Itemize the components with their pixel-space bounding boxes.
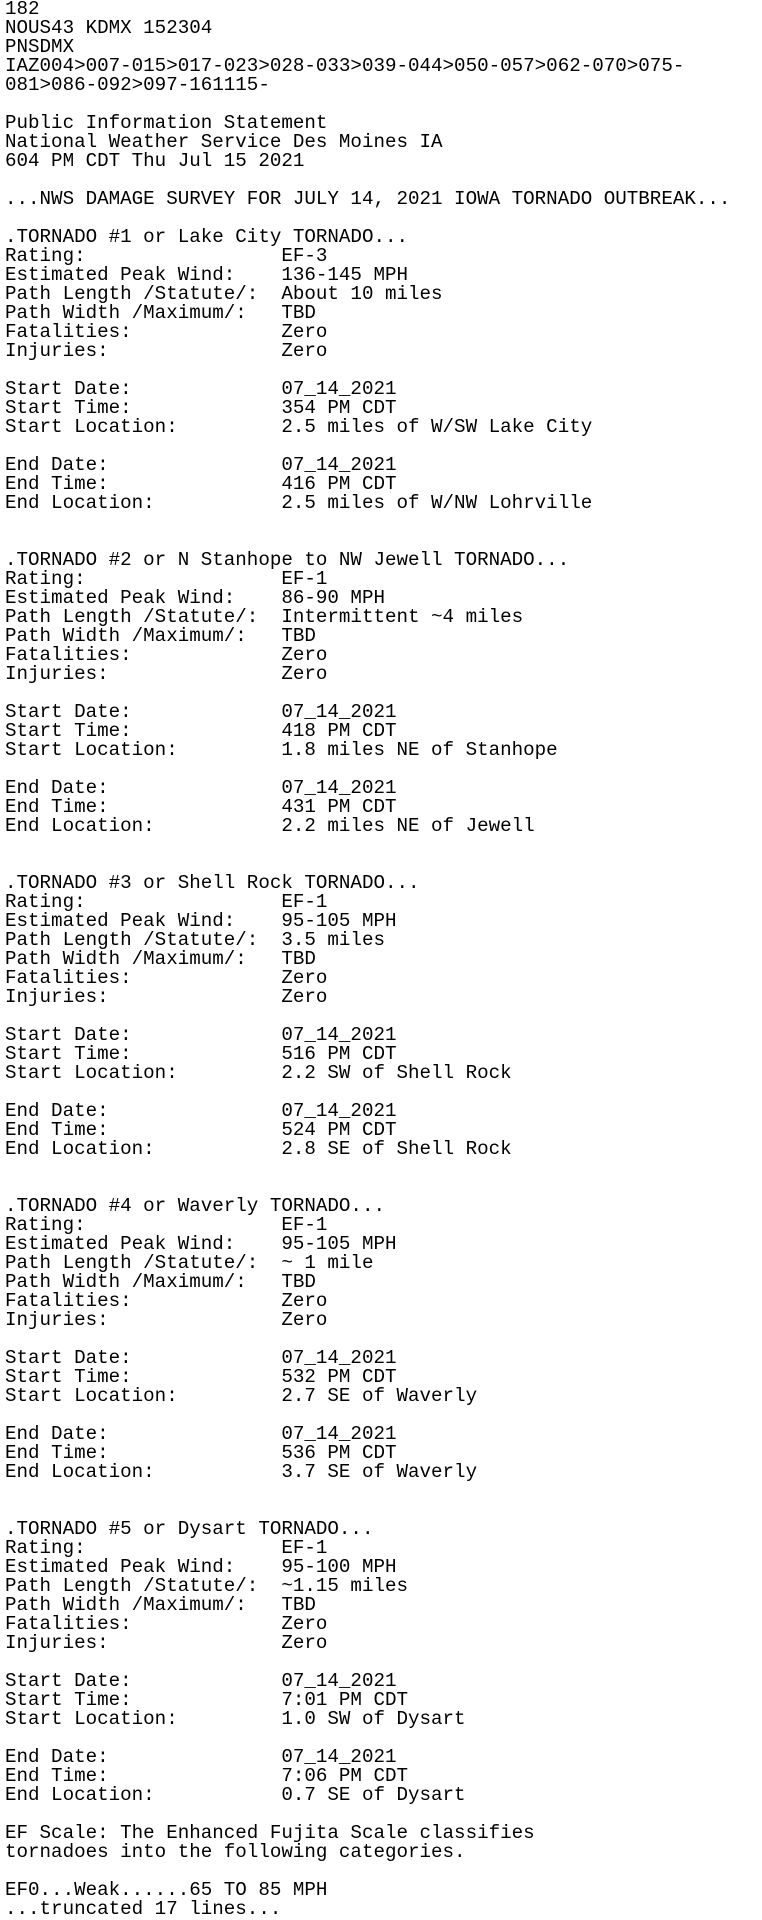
bulletin-line: Rating: EF-1: [5, 1537, 328, 1559]
bulletin-line: 182: [5, 0, 40, 20]
bulletin-line: NOUS43 KDMX 152304: [5, 17, 213, 39]
bulletin-line: .TORNADO #4 or Waverly TORNADO...: [5, 1195, 385, 1217]
bulletin-line: Path Length /Statute/: About 10 miles: [5, 283, 443, 305]
bulletin-line: End Location: 2.8 SE of Shell Rock: [5, 1138, 512, 1160]
bulletin-line: End Date: 07_14_2021: [5, 777, 397, 799]
bulletin-line: Start Location: 2.2 SW of Shell Rock: [5, 1062, 512, 1084]
bulletin-line: Start Date: 07_14_2021: [5, 1347, 397, 1369]
bulletin-line: tornadoes into the following categories.: [5, 1841, 466, 1863]
bulletin-line: Path Width /Maximum/: TBD: [5, 948, 316, 970]
bulletin-line: [5, 1159, 762, 1178]
bulletin-line: Start Date: 07_14_2021: [5, 1670, 397, 1692]
bulletin-line: Injuries: Zero: [5, 340, 328, 362]
bulletin-line: Rating: EF-3: [5, 245, 328, 267]
bulletin-line: Start Time: 354 PM CDT: [5, 397, 397, 419]
bulletin-line: Public Information Statement: [5, 112, 328, 134]
bulletin-line: End Time: 431 PM CDT: [5, 796, 397, 818]
bulletin-line: .TORNADO #5 or Dysart TORNADO...: [5, 1518, 374, 1540]
bulletin-line: Start Location: 2.7 SE of Waverly: [5, 1385, 478, 1407]
bulletin-line: Rating: EF-1: [5, 568, 328, 590]
bulletin-line: Estimated Peak Wind: 95-105 MPH: [5, 1233, 397, 1255]
bulletin-line: End Date: 07_14_2021: [5, 1100, 397, 1122]
bulletin-line: End Time: 7:06 PM CDT: [5, 1765, 409, 1787]
bulletin-line: .TORNADO #2 or N Stanhope to NW Jewell TORNADO...: [5, 549, 570, 571]
bulletin-line: Injuries: Zero: [5, 1309, 328, 1331]
bulletin-line: End Time: 536 PM CDT: [5, 1442, 397, 1464]
bulletin-line: Fatalities: Zero: [5, 967, 328, 989]
bulletin-line: End Time: 416 PM CDT: [5, 473, 397, 495]
bulletin-line: National Weather Service Des Moines IA: [5, 131, 443, 153]
bulletin-line: Fatalities: Zero: [5, 1290, 328, 1312]
bulletin-line: Injuries: Zero: [5, 1632, 328, 1654]
bulletin-line: Start Location: 1.8 miles NE of Stanhope: [5, 739, 558, 761]
bulletin-line: Start Time: 532 PM CDT: [5, 1366, 397, 1388]
bulletin-line: Estimated Peak Wind: 86-90 MPH: [5, 587, 385, 609]
bulletin-line: EF0...Weak......65 TO 85 MPH: [5, 1879, 328, 1901]
bulletin-line: Start Time: 516 PM CDT: [5, 1043, 397, 1065]
bulletin-line: Start Time: 7:01 PM CDT: [5, 1689, 409, 1711]
bulletin-line: Path Length /Statute/: Intermittent ~4 miles: [5, 606, 524, 628]
bulletin-line: End Date: 07_14_2021: [5, 454, 397, 476]
bulletin-line: .TORNADO #3 or Shell Rock TORNADO...: [5, 872, 420, 894]
bulletin-line: End Date: 07_14_2021: [5, 1423, 397, 1445]
bulletin-line: [5, 513, 762, 532]
bulletin-line: Estimated Peak Wind: 95-105 MPH: [5, 910, 397, 932]
bulletin-line: ...truncated 17 lines...: [5, 1898, 282, 1920]
bulletin-line: Injuries: Zero: [5, 663, 328, 685]
bulletin-line: Path Width /Maximum/: TBD: [5, 1594, 316, 1616]
bulletin-line: [5, 836, 762, 855]
bulletin-line: Start Date: 07_14_2021: [5, 701, 397, 723]
bulletin-line: Path Width /Maximum/: TBD: [5, 1271, 316, 1293]
bulletin-line: ...NWS DAMAGE SURVEY FOR JULY 14, 2021 IOWA TORNADO OUTBREAK...: [5, 188, 731, 210]
bulletin-line: IAZ004>007-015>017-023>028-033>039-044>050-057>062-070>075-: [5, 55, 685, 77]
bulletin-line: Start Date: 07_14_2021: [5, 378, 397, 400]
bulletin-line: Start Date: 07_14_2021: [5, 1024, 397, 1046]
bulletin-line: Estimated Peak Wind: 95-100 MPH: [5, 1556, 397, 1578]
bulletin-line: Rating: EF-1: [5, 1214, 328, 1236]
bulletin-line: End Location: 0.7 SE of Dysart: [5, 1784, 466, 1806]
bulletin-line: [5, 1482, 762, 1501]
bulletin-line: End Location: 2.2 miles NE of Jewell: [5, 815, 535, 837]
bulletin-line: Start Location: 1.0 SW of Dysart: [5, 1708, 466, 1730]
bulletin-line: Estimated Peak Wind: 136-145 MPH: [5, 264, 409, 286]
bulletin-line: .TORNADO #1 or Lake City TORNADO...: [5, 226, 409, 248]
bulletin-line: End Time: 524 PM CDT: [5, 1119, 397, 1141]
bulletin-line: 604 PM CDT Thu Jul 15 2021: [5, 150, 305, 172]
bulletin-line: 081>086-092>097-161115-: [5, 74, 270, 96]
bulletin-line: Path Length /Statute/: 3.5 miles: [5, 929, 385, 951]
bulletin-line: Injuries: Zero: [5, 986, 328, 1008]
bulletin-line: End Location: 2.5 miles of W/NW Lohrville: [5, 492, 593, 514]
bulletin-line: PNSDMX: [5, 36, 75, 58]
bulletin-line: Path Length /Statute/: ~1.15 miles: [5, 1575, 409, 1597]
bulletin-line: Rating: EF-1: [5, 891, 328, 913]
bulletin-line: Path Length /Statute/: ~ 1 mile: [5, 1252, 374, 1274]
bulletin-line: Fatalities: Zero: [5, 644, 328, 666]
bulletin-line: End Location: 3.7 SE of Waverly: [5, 1461, 478, 1483]
bulletin-line: Fatalities: Zero: [5, 321, 328, 343]
bulletin-line: Path Width /Maximum/: TBD: [5, 302, 316, 324]
bulletin-line: Start Location: 2.5 miles of W/SW Lake City: [5, 416, 593, 438]
bulletin-line: End Date: 07_14_2021: [5, 1746, 397, 1768]
bulletin-line: Path Width /Maximum/: TBD: [5, 625, 316, 647]
bulletin-line: Start Time: 418 PM CDT: [5, 720, 397, 742]
bulletin-line: Fatalities: Zero: [5, 1613, 328, 1635]
bulletin-line: EF Scale: The Enhanced Fujita Scale classifies: [5, 1822, 535, 1844]
